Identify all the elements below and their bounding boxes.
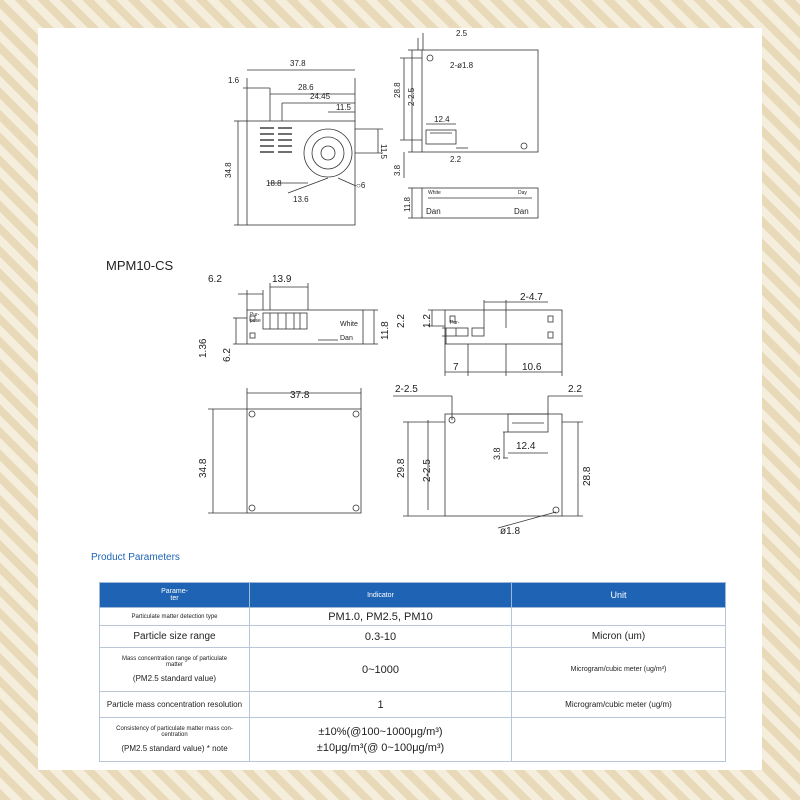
param-cell: Particulate matter detection type [100, 608, 250, 626]
table-row [100, 718, 726, 762]
dim-label: 37.8 [290, 59, 306, 68]
dim-label: 2.2 [568, 384, 582, 395]
sensor-label: Dan [514, 207, 529, 216]
dim-label: 18.8 [266, 179, 282, 188]
header-parameter: Parame- ter [100, 583, 250, 608]
dim-label: 2-2.5 [395, 384, 418, 395]
dim-label: 2.2 [450, 155, 462, 164]
datasheet-page [38, 28, 762, 770]
dim-label: 3.8 [492, 447, 502, 460]
dim-label: 11.5 [379, 144, 388, 159]
bottom-front-outline [247, 409, 361, 513]
top-front-outline [247, 121, 355, 225]
dim-label: 28.6 [298, 83, 314, 92]
indicator-cell: 1 [250, 692, 512, 718]
dim-label: 28.8 [582, 466, 593, 486]
dim-label: 24.45 [310, 92, 331, 101]
dim-label: 37.8 [290, 390, 310, 401]
dim-label: 10.6 [522, 362, 542, 373]
dim-label: 29.8 [396, 458, 407, 478]
indicator-cell: ±10%(@100~1000μg/m³) ±10μg/m³(@ 0~100μg/m³) [250, 718, 512, 762]
sensor-label: White [340, 321, 358, 328]
dim-label: 34.8 [224, 162, 233, 178]
dim-label: 12.4 [516, 441, 536, 452]
dim-label: 12.4 [434, 115, 450, 124]
fan-outer-circle [304, 129, 352, 177]
dim-label: 6.2 [222, 348, 233, 362]
dimension-drawings [38, 28, 762, 548]
indicator-cell: PM1.0, PM2.5, PM10 [250, 608, 512, 626]
dim-label: 2-2.5 [422, 459, 433, 482]
dim-label: ø1.8 [500, 526, 521, 537]
dim-label: 6.2 [208, 274, 222, 285]
dim-label: 2-2.5 [407, 87, 416, 106]
dim-label: 2.5 [456, 29, 468, 38]
dim-label: 2-ø1.8 [450, 61, 474, 70]
table-header-row [100, 583, 726, 608]
parameters-table [99, 582, 726, 762]
model-label: MPM10-CS [106, 258, 174, 273]
sensor-label: Day [518, 190, 527, 196]
unit-cell: Micron (um) [512, 626, 726, 648]
bottom-side-outline [445, 414, 562, 516]
section-heading: Product Parameters [91, 552, 180, 563]
dim-label: 11.5 [336, 103, 351, 112]
sensor-label: Pur- [450, 320, 460, 326]
sensor-label: Dan [426, 207, 441, 216]
sensor-label: White [428, 190, 441, 196]
top-side-outline [422, 50, 538, 152]
param-cell: Particle mass concentration resolution [100, 692, 250, 718]
indicator-cell: 0.3-10 [250, 626, 512, 648]
dim-label: 3.8 [393, 164, 402, 176]
sensor-label: Dan [340, 335, 353, 342]
indicator-cell: 0~1000 [250, 648, 512, 692]
unit-cell: Microgram/cubic meter (ug/m) [512, 692, 726, 718]
dim-label: 7 [453, 362, 459, 373]
dim-label: 13.9 [272, 274, 292, 285]
dim-label: 1.6 [228, 76, 240, 85]
table-row [100, 608, 726, 626]
dim-label: 28.8 [393, 82, 402, 98]
table-row [100, 626, 726, 648]
dim-label: 13.6 [293, 195, 309, 204]
dim-label: 11.8 [403, 197, 412, 212]
unit-cell [512, 718, 726, 762]
dim-label: ○6 [356, 181, 366, 190]
unit-cell: Microgram/cubic meter (ug/m³) [512, 648, 726, 692]
dim-label: 2.2 [396, 314, 407, 328]
header-unit: Unit [512, 583, 726, 608]
table-row [100, 648, 726, 692]
header-indicator: Indicator [250, 583, 512, 608]
dim-label: 11.8 [380, 321, 391, 340]
dim-label: 1.36 [198, 338, 209, 358]
dim-label: 1.2 [422, 314, 433, 328]
param-cell: Mass concentration range of particulate matter (PM2.5 standard value) [100, 648, 250, 692]
middle-side-outline [445, 310, 562, 344]
param-cell: Particle size range [100, 626, 250, 648]
unit-cell [512, 608, 726, 626]
param-cell: Consistency of particulate matter mass con- centration (PM2.5 standard value) * note [100, 718, 250, 762]
dim-label: 34.8 [198, 458, 209, 478]
sensor-label: pose [250, 318, 261, 324]
table-row [100, 692, 726, 718]
sensor-label: Pur- [250, 312, 260, 318]
dim-label: 2-4.7 [520, 292, 543, 303]
